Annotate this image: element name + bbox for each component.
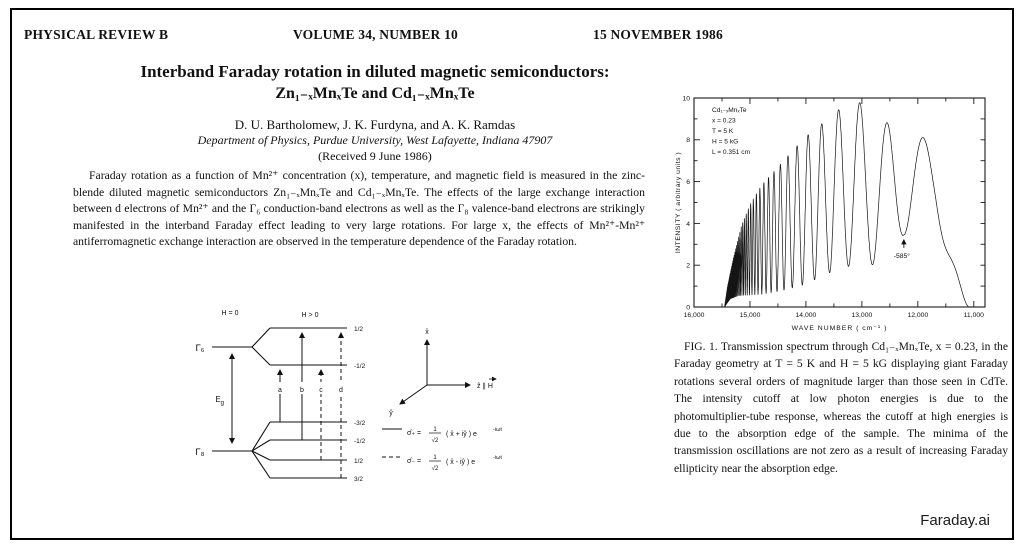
y-tick-label: 10 — [682, 95, 690, 103]
plot-marker — [894, 240, 911, 260]
plot-sample-labels — [712, 107, 751, 156]
abstract: Faraday rotation as a function of Mn²⁺ concentration (x), temperature, and magnetic field is measured in the zinc-blende diluted magnetic semiconductors Zn₁₋ₓMnₓTe and Cd₁₋ₓMnₓTe. The effects of the large exchange interaction between d electrons of Mn²⁺ and the Γ₆ conduction-band electrons as well as the Γ₈ valence-band electrons are strikingly manifested in the interband Faraday effect leading to very large rotations. For large x, the effects of Mn²⁺-Mn²⁺ antiferromagnetic exchange interaction are observed in the temperature dependence of the Faraday rotation. — [73, 169, 645, 249]
sigma-minus-exponent: -iωt — [493, 455, 502, 461]
sample-label: H = 5 kG — [712, 138, 739, 146]
axis-z-label: ẑ ∥ H — [477, 383, 493, 390]
journal-name: PHYSICAL REVIEW B — [24, 27, 169, 42]
field-zero-label: H = 0 — [221, 310, 239, 317]
y-axis-title: INTENSITY ( arbitrary units ) — [675, 151, 682, 254]
x-tick-label: 16,000 — [683, 312, 705, 319]
sigma-minus-body: ( x̂ - iŷ ) e — [446, 459, 476, 466]
spectrum-figure — [672, 88, 1012, 338]
sigma-plus-body: ( x̂ + iŷ ) e — [446, 431, 477, 438]
sample-label: L = 0.351 cm — [712, 149, 751, 156]
upper-level-label-1: 1/2 — [354, 326, 364, 333]
sigma-plus-frac-den: √2 — [431, 438, 439, 444]
transition-arrows — [273, 333, 348, 478]
transition-label-d: d — [339, 387, 343, 394]
x-tick-label: 15,000 — [739, 312, 761, 319]
sigma-plus-lead: σ̂₊ = — [407, 430, 422, 437]
level-diagram-figure — [170, 285, 640, 500]
transition-label-c: c — [319, 387, 323, 394]
x-tick-label: 12,000 — [907, 312, 929, 319]
axes-triad — [400, 340, 496, 404]
transmission-curve — [694, 103, 985, 307]
upper-level-label-2: -1/2 — [354, 363, 366, 370]
article-title-line2: Zn₁₋ₓMnₓTe and Cd₁₋ₓMnₓTe — [275, 85, 475, 102]
sample-label: x = 0.23 — [712, 117, 736, 125]
sigma-minus-frac-den: √2 — [431, 466, 439, 472]
received-date: (Received 9 June 1986) — [318, 149, 432, 163]
energy-gap-subscript: g — [220, 400, 224, 407]
y-tick-label: 8 — [686, 137, 690, 145]
volume-issue: VOLUME 34, NUMBER 10 — [293, 27, 458, 42]
lower-level-label-2: -1/2 — [354, 438, 366, 445]
sigma-minus-lead: σ̂₋ = — [407, 458, 422, 465]
field-positive-label: H > 0 — [301, 312, 319, 319]
lower-level-label-1: -3/2 — [354, 420, 366, 427]
x-tick-label: 11,000 — [963, 312, 984, 319]
energy-gap-symbol: E — [215, 395, 221, 404]
axis-x-label: x̂ — [425, 329, 429, 336]
x-tick-label: 14,000 — [795, 312, 817, 319]
x-axis-title: WAVE NUMBER ( cm⁻¹ ) — [791, 325, 888, 332]
affiliation: Department of Physics, Purdue University, West Lafayette, Indiana 47907 — [197, 133, 553, 147]
sigma-plus-exponent: -iωt — [493, 427, 502, 433]
lower-level-label-3: 1/2 — [354, 458, 364, 465]
watermark: Faraday.ai — [920, 512, 990, 529]
lower-level-label-4: 3/2 — [354, 476, 364, 483]
authors: D. U. Bartholomew, J. K. Furdyna, and A. K. Ramdas — [234, 117, 516, 132]
x-tick-label: 13,000 — [851, 312, 873, 319]
article-title-line1: Interband Faraday rotation in diluted magnetic semiconductors: — [140, 62, 610, 81]
figure-caption: FIG. 1. Transmission spectrum through Cd₁₋ₓMnₓTe, x = 0.23, in the Faraday geometry at T = 5 K and H = 5 kG displaying giant Faraday rotations several orders of magnitude larger than those seen in CdTe. The intensity cutoff at low photon energies is due to the photomultiplier-tube response, whereas the cutoff at high energies is due to the absorption edge of the sample. The minima of the transmission oscillations are not zero as a result of increasing Faraday ellipticity near the absorption edge. — [674, 340, 1008, 475]
axis-y-label: ŷ — [389, 410, 393, 417]
transition-label-a: a — [278, 387, 282, 394]
y-tick-label: 2 — [686, 262, 690, 270]
sample-label: Cd₁₋ₓMnₓTe — [712, 107, 747, 114]
sample-label: T = 5 K — [712, 128, 734, 135]
issue-date: 15 NOVEMBER 1986 — [593, 27, 723, 42]
rotation-marker-label: -585° — [893, 252, 911, 260]
y-tick-label: 0 — [686, 304, 690, 312]
sigma-plus-frac-num: 1 — [433, 427, 437, 433]
gamma6-label: Γ₆ — [195, 343, 205, 354]
y-tick-label: 4 — [686, 220, 690, 228]
y-tick-label: 6 — [686, 179, 690, 186]
plot-curve — [694, 103, 985, 307]
sigma-minus-frac-num: 1 — [433, 455, 437, 461]
transition-label-b: b — [300, 387, 304, 394]
gamma8-label: Γ₈ — [195, 447, 205, 458]
energy-gap-label — [215, 395, 224, 407]
